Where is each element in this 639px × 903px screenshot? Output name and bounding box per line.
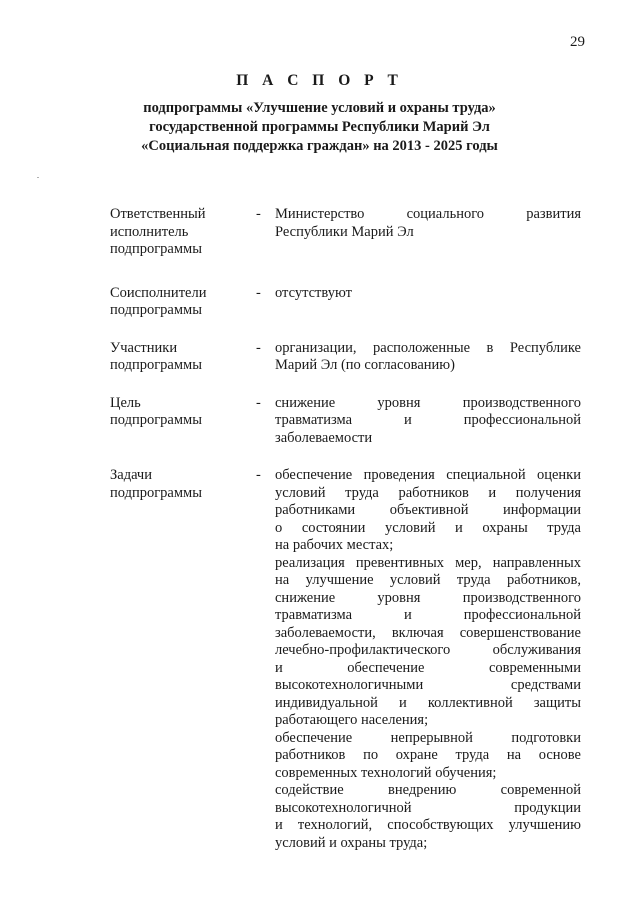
row-value-line: снижение уровня производственного: [275, 589, 581, 606]
row-value-line: работниками объективной информации: [275, 502, 581, 518]
passport-row-tasks: [0, 467, 639, 852]
row-value-line: и обеспечение современными: [275, 659, 581, 676]
row-label-line: подпрограммы: [110, 412, 202, 428]
row-label-line: Ответственный: [110, 206, 206, 222]
row-value-line: реализация превентивных мер, направленных: [275, 554, 581, 571]
passport-table: [0, 206, 639, 852]
passport-row-goal: [0, 395, 639, 448]
row-value: [275, 206, 581, 241]
row-value-line: лечебно-профилактического обслуживания: [275, 642, 581, 658]
row-value-line: обеспечение непрерывной подготовки: [275, 729, 581, 746]
row-dash: -: [256, 284, 261, 301]
row-value-line: Республики Марий Эл: [275, 223, 414, 240]
row-label-line: Цель: [110, 394, 141, 411]
row-label-line: подпрограммы: [110, 302, 202, 318]
scan-speck: [37, 177, 39, 178]
row-label: [110, 340, 250, 375]
subtitle-line: «Социальная поддержка граждан» на 2013 - 2025 годы: [141, 138, 498, 154]
row-value-line: заболеваемости: [275, 429, 373, 446]
row-value-line: о состоянии условий и охраны труда: [275, 519, 581, 536]
passport-row-participants: [0, 340, 639, 375]
row-value-line: высокотехнологичными средствами: [275, 677, 581, 693]
row-label-line: исполнитель: [110, 223, 189, 240]
row-value-line: и технологий, способствующих улучшению: [275, 817, 581, 833]
row-value-line: отсутствуют: [275, 284, 352, 301]
row-value-line: Марий Эл (по согласованию): [275, 357, 455, 373]
subtitle-line: государственной программы Республики Марий Эл: [149, 119, 490, 135]
row-value-line: содействие внедрению современной: [275, 782, 581, 798]
row-dash: -: [256, 206, 261, 222]
row-value-line: снижение уровня производственного: [275, 394, 581, 411]
row-value-line: обеспечение проведения специальной оценки: [275, 467, 581, 483]
row-dash: -: [256, 467, 261, 483]
passport-row-co-executors: [0, 285, 639, 320]
row-value-line: организации, расположенные в Республике: [275, 339, 581, 356]
passport-row-responsible: [0, 206, 639, 259]
page-number: 29: [570, 34, 585, 50]
row-value-line: работающего населения;: [275, 712, 429, 728]
row-value-line: работников по охране труда на основе: [275, 747, 581, 763]
row-label-line: подпрограммы: [110, 357, 202, 373]
row-value-line: индивидуальной и коллективной защиты: [275, 694, 581, 711]
row-label-line: Участники: [110, 339, 178, 356]
row-value: [275, 395, 581, 448]
row-value-line: Министерство социального развития: [275, 206, 581, 222]
row-value-line: условий и охраны труда;: [275, 834, 428, 851]
row-value-line: травматизма и профессиональной: [275, 412, 581, 428]
row-label: [110, 395, 250, 430]
row-value-line: современных технологий обучения;: [275, 764, 497, 781]
row-value-line: условий труда работников и получения: [275, 484, 581, 501]
row-label-line: Соисполнители: [110, 284, 207, 301]
row-value-line: на рабочих местах;: [275, 537, 394, 553]
subtitle-line: подпрограммы «Улучшение условий и охраны труда»: [143, 100, 496, 116]
row-label-line: Задачи: [110, 467, 152, 483]
row-value: [275, 285, 581, 303]
row-value: [275, 467, 581, 852]
document-subtitle: [0, 99, 639, 156]
row-label: [110, 467, 250, 502]
row-value-line: заболеваемости, включая совершенствование: [275, 624, 581, 641]
row-value: [275, 340, 581, 375]
row-value-line: на улучшение условий труда работников,: [275, 572, 581, 588]
row-value-line: травматизма и профессиональной: [275, 607, 581, 623]
row-label-line: подпрограммы: [110, 241, 202, 257]
row-label-line: подпрограммы: [110, 484, 202, 501]
document-title: П А С П О Р Т: [236, 72, 403, 89]
row-label: [110, 206, 250, 259]
row-label: [110, 285, 250, 320]
row-dash: -: [256, 394, 261, 411]
row-value-line: высокотехнологичной продукции: [275, 799, 581, 816]
row-dash: -: [256, 339, 261, 356]
